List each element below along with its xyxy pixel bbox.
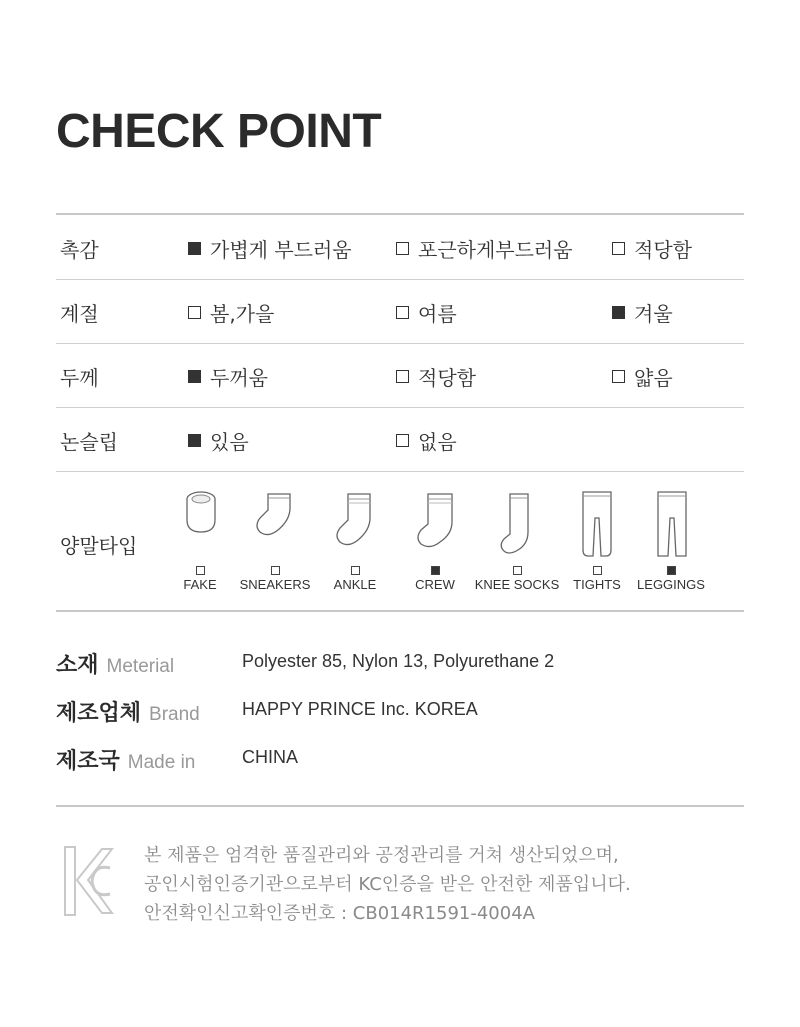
- info-value-origin: CHINA: [242, 747, 299, 767]
- option-thickness-moderate[interactable]: [396, 362, 476, 391]
- checkbox-icon: [396, 306, 409, 319]
- sock-label: ANKLE: [333, 577, 377, 592]
- info-key-ko: 제조업체: [56, 701, 142, 726]
- leggings-icon: [656, 490, 688, 560]
- sock-label: SNEAKERS: [239, 577, 311, 592]
- divider: [56, 213, 744, 215]
- info-key-en: Meterial: [106, 656, 175, 677]
- info-value-material: Polyester 85, Nylon 13, Polyurethane 2: [242, 651, 555, 671]
- option-label: 얇음: [634, 366, 673, 390]
- divider: [56, 279, 744, 280]
- info-key-origin: [56, 744, 195, 775]
- option-label: 적당함: [418, 366, 476, 390]
- option-label: 여름: [418, 302, 457, 326]
- sock-checkbox-sneakers[interactable]: [271, 566, 280, 575]
- sneakers-sock-icon: [254, 492, 298, 538]
- option-label: 두꺼움: [210, 366, 268, 390]
- option-touch-light[interactable]: [188, 234, 352, 263]
- row-label-sock-type: 양말타입: [60, 534, 138, 558]
- sock-checkbox-ankle[interactable]: [351, 566, 360, 575]
- sock-checkbox-fake[interactable]: [196, 566, 205, 575]
- sock-label: LEGGINGS: [637, 577, 705, 592]
- option-touch-cozy[interactable]: [396, 234, 573, 263]
- knee-sock-icon: [498, 492, 534, 556]
- checkbox-icon: [396, 242, 409, 255]
- sock-label: TIGHTS: [573, 577, 621, 592]
- sock-checkbox-leggings[interactable]: [667, 566, 676, 575]
- checkbox-icon: [396, 434, 409, 447]
- sock-checkbox-knee[interactable]: [513, 566, 522, 575]
- ankle-sock-icon: [332, 492, 376, 548]
- divider: [56, 343, 744, 344]
- option-season-summer[interactable]: [396, 298, 457, 327]
- divider: [56, 610, 744, 612]
- checkbox-icon: [188, 306, 201, 319]
- info-key-ko: 소재: [56, 653, 99, 678]
- sock-checkbox-crew[interactable]: [431, 566, 440, 575]
- kc-notice-line: 안전확인신고확인증번호 : CB014R1591-4004A: [144, 903, 535, 924]
- page-title: CHECK POINT: [56, 105, 382, 158]
- option-season-springfall[interactable]: [188, 298, 274, 327]
- checkbox-icon: [188, 242, 201, 255]
- kc-notice-line: 본 제품은 엄격한 품질관리와 공정관리를 거쳐 생산되었으며,: [144, 845, 619, 866]
- option-touch-moderate[interactable]: [612, 234, 692, 263]
- divider: [56, 407, 744, 408]
- divider: [56, 805, 744, 807]
- option-label: 가볍게 부드러움: [210, 238, 352, 262]
- option-label: 겨울: [634, 302, 673, 326]
- checkbox-icon: [396, 370, 409, 383]
- sock-label: FAKE: [183, 577, 217, 592]
- divider: [56, 471, 744, 472]
- checkbox-icon: [612, 242, 625, 255]
- sock-label: CREW: [415, 577, 455, 592]
- info-key-ko: 제조국: [56, 749, 120, 774]
- row-label-touch: 촉감: [60, 238, 99, 262]
- option-label: 봄,가을: [210, 302, 275, 326]
- option-season-winter[interactable]: [612, 298, 673, 327]
- info-value-brand: HAPPY PRINCE Inc. KOREA: [242, 699, 478, 719]
- sock-label: KNEE SOCKS: [474, 577, 560, 592]
- fake-sock-icon: [184, 490, 218, 536]
- sock-checkbox-tights[interactable]: [593, 566, 602, 575]
- tights-icon: [580, 490, 614, 560]
- info-key-brand: [56, 696, 200, 727]
- checkbox-icon: [188, 370, 201, 383]
- option-nonslip-no[interactable]: [396, 426, 457, 455]
- checkbox-icon: [612, 370, 625, 383]
- checkbox-icon: [612, 306, 625, 319]
- info-key-en: Brand: [149, 704, 200, 725]
- option-nonslip-yes[interactable]: [188, 426, 249, 455]
- option-label: 포근하게부드러움: [418, 238, 573, 262]
- info-key-material: [56, 648, 174, 679]
- row-label-thickness: 두께: [60, 366, 99, 390]
- option-thickness-thin[interactable]: [612, 362, 673, 391]
- row-label-nonslip: 논슬립: [60, 430, 118, 454]
- row-label-season: 계절: [60, 302, 99, 326]
- kc-notice-line: 공인시험인증기관으로부터 KC인증을 받은 안전한 제품입니다.: [144, 874, 631, 895]
- kc-mark-icon: [64, 846, 114, 920]
- option-label: 있음: [210, 430, 249, 454]
- info-key-en: Made in: [127, 752, 196, 773]
- crew-sock-icon: [412, 492, 456, 550]
- option-thickness-thick[interactable]: [188, 362, 268, 391]
- option-label: 적당함: [634, 238, 692, 262]
- checkbox-icon: [188, 434, 201, 447]
- option-label: 없음: [418, 430, 457, 454]
